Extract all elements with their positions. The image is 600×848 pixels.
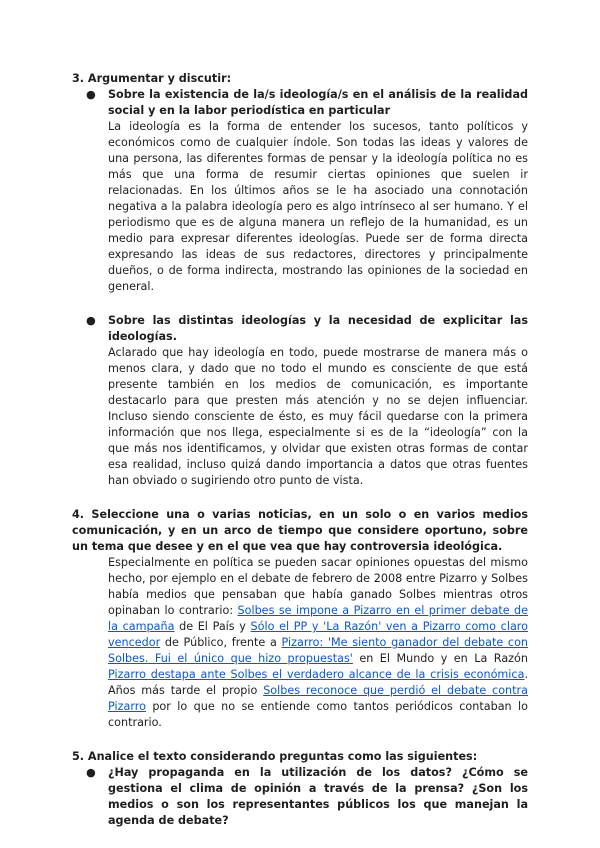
bullet-1-title: Sobre la existencia de la/s ideología/s en el análisis de la realidad social y en la labor periodística en particular: [108, 88, 528, 117]
section-4-heading: 4. Seleccione una o varias noticias, en un solo o en varios medios comunicación, y en un arco de tiempo que considere oportuno, sobre un tema que desee y en el que vea que hay controversia ideológica.: [72, 508, 528, 553]
link-publico[interactable]: Sólo el PP y 'La Razón' ven a Pizarro como claro vencedor: [108, 620, 528, 649]
link-solbes-reconoce[interactable]: Solbes reconoce que perdió el debate contra Pizarro: [108, 684, 528, 713]
bullet-1-body: La ideología es la forma de entender los sucesos, tanto políticos y económicos como de cualquier índole. Son todas las ideas y valores de una persona, las diferentes formas de pensar y la ideología política no es más que una forma de resumir ciertas opiniones que suelen ir relacionadas. En los últimos años se le ha asociado una connotación negativa a la palabra ideología pero es algo intrínseco al ser humano. Y el periodismo que es de alguna manera un reflejo de la humanidad, es un medio para expresar diferentes ideologías. Puede ser de forma directa expresando las ideas de sus redactores, directores y principalmente dueños, o de forma indirecta, mostrando las opiniones de la sociedad en general.: [108, 120, 528, 293]
bullet-icon: ●: [86, 314, 96, 327]
section-5-heading: 5. Analice el texto considerando preguntas como las siguientes:: [72, 750, 478, 763]
bullet-icon: ●: [86, 88, 96, 101]
section-5-bullet-1-title: ¿Hay propaganda en la utilización de los datos? ¿Cómo se gestiona el clima de opinión a través de la prensa? ¿Son los medios o son los representantes públicos los que manejan la agenda de debate?: [108, 766, 528, 827]
section-4-text-5: . Años más tarde el propio: [108, 668, 528, 697]
section-3-heading: 3. Argumentar y discutir:: [72, 72, 232, 85]
section-4-text-2: de El País y: [174, 620, 251, 633]
section-4-text-4: en El Mundo y en La Razón: [352, 652, 528, 665]
section-3-bullet-1: [72, 87, 528, 119]
link-el-pais[interactable]: Solbes se impone a Pizarro en el primer debate de la campaña: [108, 604, 529, 633]
section-4-text-3: de Público, frente a: [160, 636, 282, 649]
section-5-bullet-1: [72, 765, 528, 829]
bullet-icon: ●: [86, 766, 96, 779]
section-3-bullet-2: [72, 313, 528, 345]
link-la-razon[interactable]: Pizarro destapa ante Solbes el verdadero alcance de la crisis económica: [108, 668, 525, 681]
section-4-text-6: por lo que no se entiende como tantos periódicos contaban lo contrario.: [108, 700, 528, 729]
link-el-mundo[interactable]: Pizarro: 'Me siento ganador del debate con Solbes. Fui el único que hizo propuestas': [108, 636, 528, 665]
bullet-2-body: Aclarado que hay ideología en todo, puede mostrarse de manera más o menos clara, y dado que no todo el mundo es consciente de que está presente también en los medios de comunicación, es importante destacarlo para que presten más atención y no se dejen influenciar. Incluso siendo consciente de ésto, es muy fácil quedarse con la primera información que nos llega, especialmente si es de la “ideología” con la que más nos identificamos, y olvidar que existen otras formas de contar esa realidad, incluso quizá dando importancia a datos que otras fuentes han obviado o sugiriendo otro punto de vista.: [108, 346, 528, 487]
section-4-body: [72, 555, 528, 731]
section-4-text-1: Especialmente en política se pueden sacar opiniones opuestas del mismo hecho, por ejemplo en el debate de febrero de 2008 entre Pizarro y Solbes había medios que pensaban que había ganado Solbes mientras otros opinaban lo contrario:: [108, 556, 528, 617]
bullet-2-title: Sobre las distintas ideologías y la necesidad de explicitar las ideologías.: [108, 314, 528, 343]
